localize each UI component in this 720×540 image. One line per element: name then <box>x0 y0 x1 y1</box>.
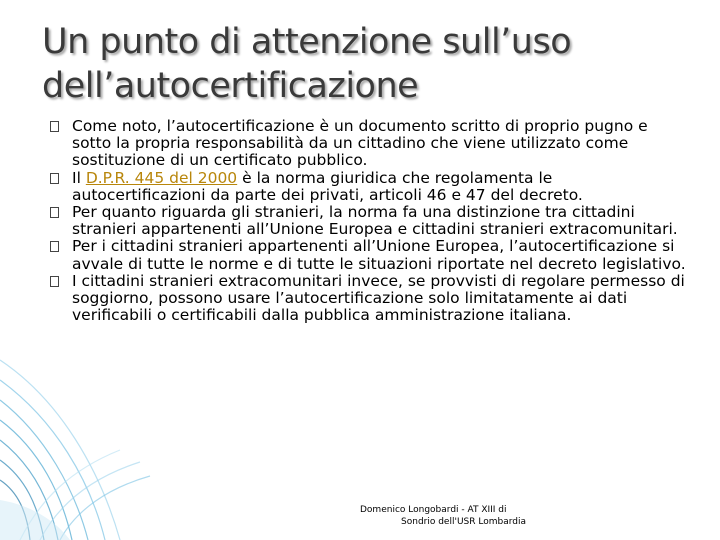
square-bullet-icon <box>50 121 59 132</box>
bullet-text: Per i cittadini stranieri appartenenti all’Unione Europea, l’autocertificazione si avvale di tutte le norme e di tutte le situazioni riportate nel decreto legislativo. <box>72 237 686 273</box>
bullet-text: I cittadini stranieri extracomunitari invece, se provvisti di regolare permesso di soggiorno, possono usare l’autocertificazione solo limitatamente ai dati verificabili o certificabili dalla pubblica amministrazione italiana. <box>72 271 685 325</box>
bullet-text-after-link: è la norma giuridica che regolamenta le autocertificazioni da parte dei privati, articoli 46 e 47 del decreto. <box>72 168 583 204</box>
square-bullet-icon <box>50 207 59 218</box>
bullet-item <box>50 204 690 238</box>
bullet-list <box>50 118 690 324</box>
square-bullet-icon <box>50 241 59 252</box>
slide-title-line1: Un punto di attenzione sull’uso <box>42 22 572 62</box>
slide-footer <box>340 504 526 528</box>
bullet-item <box>50 170 690 204</box>
bullet-text: Come noto, l’autocertificazione è un documento scritto di proprio pugno e sotto la propria responsabilità da un cittadino che viene utilizzato come sostituzione di un certificato pubblico. <box>72 117 648 170</box>
bullet-text-before-link: Il <box>72 168 86 187</box>
bullet-item <box>50 273 690 325</box>
footer-line2: Sondrio dell'USR Lombardia <box>401 517 526 527</box>
slide-title <box>42 20 702 108</box>
square-bullet-icon <box>50 173 59 184</box>
footer-line1: Domenico Longobardi - AT XIII di <box>360 505 507 515</box>
square-bullet-icon <box>50 276 59 287</box>
bullet-text: Per quanto riguarda gli stranieri, la norma fa una distinzione tra cittadini stranieri appartenenti all’Unione Europea e cittadini stranieri extracomunitari. <box>72 203 678 239</box>
slide-title-line2: dell’autocertificazione <box>42 66 419 106</box>
dpr-445-link[interactable]: D.P.R. 445 del 2000 <box>85 168 238 187</box>
bullet-item <box>50 238 690 272</box>
bullet-item <box>50 118 690 170</box>
